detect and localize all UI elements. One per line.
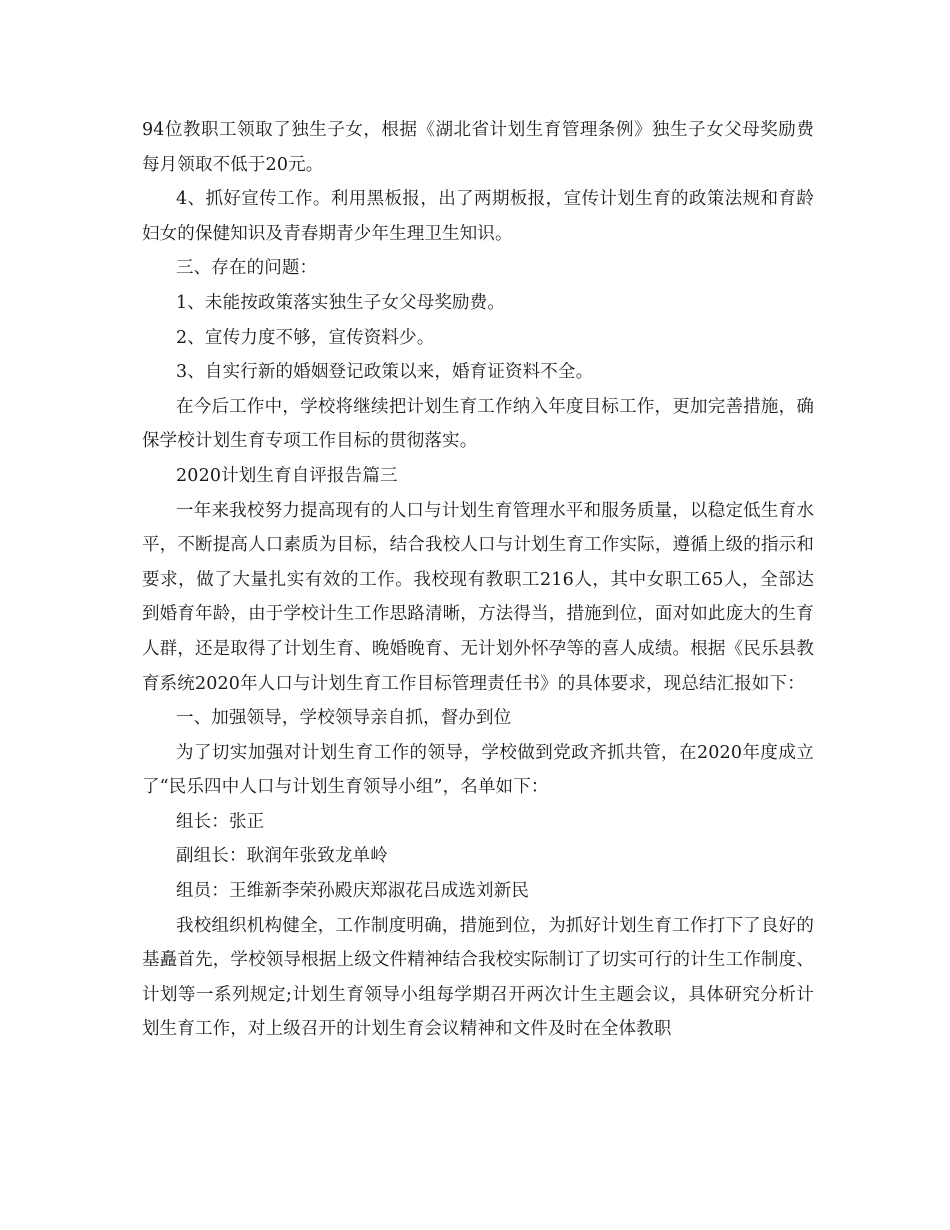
member-line: 副组长：耿润年张致龙单岭 [176,846,388,867]
paragraph: 4、抓好宣传工作。利用黑板报，出了两期板报，宣传计划生育的政策法规和育龄妇女的保健知识及青春期青少年生理卫生知识。 [142,189,814,244]
report-title: 2020计划生育自评报告篇三 [176,465,398,486]
paragraph: 一年来我校努力提高现有的人口与计划生育管理水平和服务质量，以稳定低生育水平，不断提高人口素质为目标，结合我校人口与计划生育工作实际，遵循上级的指示和要求，做了大量扎实有效的工作。我校现有教职工216人，其中女职工65人，全部达到婚育年龄，由于学校计生工作思路清晰，方法得当，措施到位，面对如此庞大的生育人群，还是取得了计划生育、晚婚晚育、无计划外怀孕等的喜人成绩。根据《民乐县教育系统2020年人口与计划生育工作目标管理责任书》的具体要求，现总结汇报如下： [142,500,814,694]
member-line: 组长：张正 [176,811,265,832]
list-item: 2、宣传力度不够，宣传资料少。 [176,327,435,348]
list-item: 3、自实行新的婚姻登记政策以来，婚育证资料不全。 [176,362,594,383]
member-line: 组员：王维新李荣孙殿庆郑淑花吕成选刘新民 [176,881,529,902]
list-item: 1、未能按政策落实独生子女父母奖励费。 [176,292,505,313]
paragraph: 在今后工作中，学校将继续把计划生育工作纳入年度目标工作，更加完善措施，确保学校计划生育专项工作目标的贯彻落实。 [142,396,814,452]
paragraph: 我校组织机构健全，工作制度明确，措施到位，为抓好计划生育工作打下了良好的基矗首先，学校领导根据上级文件精神结合我校实际制订了切实可行的计生工作制度、计划等一系列规定;计划生育领导小组每学期召开两次计生主题会议，具体研究分析计划生育工作，对上级召开的计划生育会议精神和文件及时在全体教职 [142,915,814,1040]
section-heading: 一、加强领导，学校领导亲自抓，督办到位 [176,708,512,729]
paragraph: 94位教职工领取了独生子女，根据《湖北省计划生育管理条例》独生子女父母奖励费每月领取不低于20元。 [142,120,814,175]
paragraph: 为了切实加强对计划生育工作的领导，学校做到党政齐抓共管，在2020年度成立了“民乐四中人口与计划生育领导小组”，名单如下： [142,742,814,798]
document-body [142,113,814,1047]
section-heading: 三、存在的问题： [176,258,318,279]
